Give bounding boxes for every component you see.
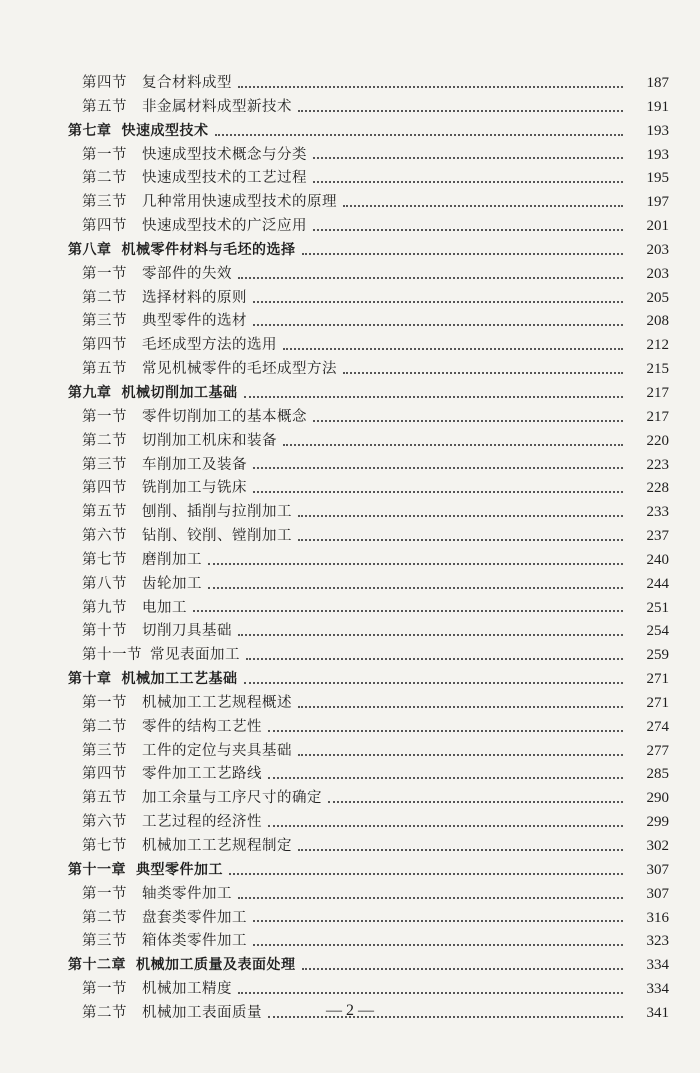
dot-leader xyxy=(238,277,623,279)
section-number: 第十一节 xyxy=(82,647,142,664)
toc-chapter-entry xyxy=(0,120,700,144)
page-number: 285 xyxy=(646,766,669,783)
dot-leader xyxy=(298,539,623,541)
dot-leader xyxy=(268,825,623,827)
section-number: 第九节 xyxy=(82,599,127,616)
dot-leader xyxy=(268,777,623,779)
section-number: 第六节 xyxy=(82,528,127,545)
dot-leader xyxy=(283,444,623,446)
toc-section-entry xyxy=(0,191,700,215)
dot-leader xyxy=(298,754,623,756)
page-number: 197 xyxy=(646,194,669,211)
page-number: 307 xyxy=(646,885,669,902)
chapter-number: 第七章 xyxy=(68,122,112,139)
dot-leader xyxy=(302,253,624,255)
toc-section-entry xyxy=(0,525,700,549)
chapter-number: 第九章 xyxy=(68,384,112,401)
page-number: 193 xyxy=(646,146,669,163)
page-number: 341 xyxy=(646,1004,669,1021)
page-number: 299 xyxy=(646,814,669,831)
dot-leader xyxy=(253,467,623,469)
toc-section-entry xyxy=(0,763,700,787)
dot-leader xyxy=(313,229,623,231)
chapter-number: 第十二章 xyxy=(68,957,126,974)
toc-section-entry xyxy=(0,549,700,573)
page-number: 237 xyxy=(646,528,669,545)
toc-section-entry xyxy=(0,787,700,811)
section-title: 切削加工机床和装备 xyxy=(142,432,277,449)
dot-leader xyxy=(268,730,623,732)
section-number: 第三节 xyxy=(82,194,127,211)
toc-section-entry xyxy=(0,573,700,597)
page-number: 203 xyxy=(646,241,669,258)
section-title: 磨削加工 xyxy=(142,551,202,568)
page-number: 316 xyxy=(646,909,669,926)
section-title: 机械加工表面质量 xyxy=(142,1004,262,1021)
toc-section-entry xyxy=(0,96,700,120)
dot-leader xyxy=(253,324,623,326)
page-number: 228 xyxy=(646,480,669,497)
dot-leader xyxy=(343,372,623,374)
section-number: 第二节 xyxy=(82,718,127,735)
dot-leader xyxy=(238,897,623,899)
section-number: 第五节 xyxy=(82,361,127,378)
chapter-number: 第八章 xyxy=(68,241,112,258)
chapter-title: 机械零件材料与毛坯的选择 xyxy=(121,241,296,258)
toc-section-entry xyxy=(0,907,700,931)
section-number: 第一节 xyxy=(82,408,127,425)
page-number: 307 xyxy=(646,861,669,878)
toc-section-entry xyxy=(0,835,700,859)
chapter-title: 机械加工工艺基础 xyxy=(121,671,238,688)
section-title: 箱体类零件加工 xyxy=(142,933,247,950)
dot-leader xyxy=(238,634,623,636)
dot-leader xyxy=(208,587,623,589)
dot-leader xyxy=(343,205,623,207)
dot-leader xyxy=(246,658,623,660)
toc-chapter-entry xyxy=(0,239,700,263)
section-title: 机械加工工艺规程概述 xyxy=(142,694,292,711)
dot-leader xyxy=(244,682,624,684)
toc-section-entry xyxy=(0,406,700,430)
section-title: 零件的结构工艺性 xyxy=(142,718,262,735)
section-title: 常见表面加工 xyxy=(150,647,240,664)
page-number: 208 xyxy=(646,313,669,330)
toc-section-entry xyxy=(0,454,700,478)
section-title: 车削加工及装备 xyxy=(142,456,247,473)
page-number-footer: — 2 — xyxy=(326,1002,374,1019)
page-number: 271 xyxy=(646,694,669,711)
page-number: 290 xyxy=(646,790,669,807)
section-title: 非金属材料成型新技术 xyxy=(142,98,292,115)
toc-section-entry xyxy=(0,167,700,191)
section-number: 第五节 xyxy=(82,790,127,807)
dot-leader xyxy=(298,849,623,851)
section-number: 第一节 xyxy=(82,981,127,998)
section-title: 快速成型技术的广泛应用 xyxy=(142,218,307,235)
section-title: 选择材料的原则 xyxy=(142,289,247,306)
section-number: 第一节 xyxy=(82,265,127,282)
section-number: 第十节 xyxy=(82,623,127,640)
page-number: 259 xyxy=(646,647,669,664)
section-number: 第一节 xyxy=(82,146,127,163)
section-title: 零部件的失效 xyxy=(142,265,232,282)
page-number: 191 xyxy=(646,98,669,115)
toc-section-entry xyxy=(0,644,700,668)
section-number: 第二节 xyxy=(82,289,127,306)
chapter-title: 机械加工质量及表面处理 xyxy=(136,957,296,974)
section-title: 机械加工工艺规程制定 xyxy=(142,838,292,854)
section-number: 第四节 xyxy=(82,337,127,354)
toc-section-entry xyxy=(0,501,700,525)
section-number: 第二节 xyxy=(82,909,127,926)
section-number: 第五节 xyxy=(82,98,127,115)
section-number: 第四节 xyxy=(82,218,127,235)
section-number: 第四节 xyxy=(82,75,127,91)
page-number: 240 xyxy=(646,551,669,568)
section-number: 第二节 xyxy=(82,432,127,449)
toc-section-entry xyxy=(0,287,700,311)
chapter-title: 快速成型技术 xyxy=(121,122,209,139)
page-number: 220 xyxy=(646,432,669,449)
page-number: 187 xyxy=(646,75,669,91)
toc-section-entry xyxy=(0,978,700,1002)
section-number: 第六节 xyxy=(82,814,127,831)
toc-chapter-entry xyxy=(0,859,700,883)
toc-chapter-entry xyxy=(0,954,700,978)
dot-leader xyxy=(313,420,623,422)
page-number: 271 xyxy=(646,671,669,688)
section-number: 第三节 xyxy=(82,313,127,330)
page-number: 254 xyxy=(646,623,669,640)
toc-section-entry xyxy=(0,740,700,764)
dot-leader xyxy=(298,515,623,517)
section-number: 第三节 xyxy=(82,933,127,950)
toc-section-entry xyxy=(0,477,700,501)
toc-section-entry xyxy=(0,263,700,287)
page-number: 215 xyxy=(646,361,669,378)
dot-leader xyxy=(193,610,623,612)
section-number: 第一节 xyxy=(82,694,127,711)
dot-leader xyxy=(215,134,624,136)
dot-leader xyxy=(229,873,623,875)
page-number: 203 xyxy=(646,265,669,282)
toc-section-entry xyxy=(0,620,700,644)
toc-chapter-entry xyxy=(0,668,700,692)
chapter-number: 第十一章 xyxy=(68,861,126,878)
section-title: 常见机械零件的毛坯成型方法 xyxy=(142,361,337,378)
page-number: 334 xyxy=(646,981,669,998)
section-title: 工艺过程的经济性 xyxy=(142,814,262,831)
page-number: 193 xyxy=(646,122,669,139)
section-title: 电加工 xyxy=(142,599,187,616)
section-number: 第七节 xyxy=(82,551,127,568)
dot-leader xyxy=(253,301,623,303)
section-title: 轴类零件加工 xyxy=(142,885,232,902)
section-number: 第一节 xyxy=(82,885,127,902)
page-number: 212 xyxy=(646,337,669,354)
table-of-contents xyxy=(0,72,700,1026)
toc-section-entry xyxy=(0,72,700,96)
toc-section-entry xyxy=(0,692,700,716)
dot-leader xyxy=(208,563,623,565)
page-number: 251 xyxy=(646,599,669,616)
chapter-title: 典型零件加工 xyxy=(136,861,223,878)
page-number: 217 xyxy=(646,408,669,425)
section-title: 盘套类零件加工 xyxy=(142,909,247,926)
toc-chapter-entry xyxy=(0,382,700,406)
toc-section-entry xyxy=(0,215,700,239)
page-number: 205 xyxy=(646,289,669,306)
section-title: 毛坯成型方法的选用 xyxy=(142,337,277,354)
page-number: 195 xyxy=(646,170,669,187)
dot-leader xyxy=(298,706,623,708)
chapter-number: 第十章 xyxy=(68,671,112,688)
section-title: 切削刀具基础 xyxy=(142,623,232,640)
dot-leader xyxy=(238,992,623,994)
toc-section-entry xyxy=(0,716,700,740)
page-number: 201 xyxy=(646,218,669,235)
toc-section-entry xyxy=(0,811,700,835)
toc-section-entry xyxy=(0,358,700,382)
section-title: 快速成型技术的工艺过程 xyxy=(142,170,307,187)
section-number: 第五节 xyxy=(82,504,127,521)
section-title: 铣削加工与铣床 xyxy=(142,480,247,497)
chapter-title: 机械切削加工基础 xyxy=(121,384,238,401)
page-number: 233 xyxy=(646,504,669,521)
section-title: 零件切削加工的基本概念 xyxy=(142,408,307,425)
section-number: 第四节 xyxy=(82,480,127,497)
section-title: 齿轮加工 xyxy=(142,575,202,592)
dot-leader xyxy=(253,491,623,493)
section-title: 复合材料成型 xyxy=(142,75,232,91)
toc-section-entry xyxy=(0,597,700,621)
section-title: 零件加工工艺路线 xyxy=(142,766,262,783)
section-number: 第七节 xyxy=(82,838,127,854)
dot-leader xyxy=(328,801,623,803)
section-title: 机械加工精度 xyxy=(142,981,232,998)
dot-leader xyxy=(302,968,624,970)
dot-leader xyxy=(313,157,623,159)
section-number: 第八节 xyxy=(82,575,127,592)
dot-leader xyxy=(283,348,623,350)
section-number: 第三节 xyxy=(82,742,127,759)
dot-leader xyxy=(313,181,623,183)
section-number: 第二节 xyxy=(82,170,127,187)
toc-section-entry xyxy=(0,883,700,907)
section-title: 快速成型技术概念与分类 xyxy=(142,146,307,163)
dot-leader xyxy=(253,944,623,946)
page-number: 277 xyxy=(646,742,669,759)
toc-section-entry xyxy=(0,430,700,454)
section-title: 典型零件的选材 xyxy=(142,313,247,330)
section-title: 刨削、插削与拉削加工 xyxy=(142,504,292,521)
dot-leader xyxy=(244,396,624,398)
toc-section-entry xyxy=(0,144,700,168)
section-number: 第四节 xyxy=(82,766,127,783)
section-title: 钻削、铰削、镗削加工 xyxy=(142,528,292,545)
page-number: 223 xyxy=(646,456,669,473)
toc-section-entry xyxy=(0,334,700,358)
dot-leader xyxy=(298,110,623,112)
page-number: 274 xyxy=(646,718,669,735)
section-title: 加工余量与工序尺寸的确定 xyxy=(142,790,322,807)
section-title: 几种常用快速成型技术的原理 xyxy=(142,194,337,211)
page-number: 244 xyxy=(646,575,669,592)
page-number: 323 xyxy=(646,933,669,950)
dot-leader xyxy=(253,920,623,922)
section-title: 工件的定位与夹具基础 xyxy=(142,742,292,759)
section-number: 第二节 xyxy=(82,1004,127,1021)
page-number: 302 xyxy=(646,838,669,854)
toc-section-entry xyxy=(0,930,700,954)
section-number: 第三节 xyxy=(82,456,127,473)
dot-leader xyxy=(238,86,623,88)
page-number: 217 xyxy=(646,384,669,401)
page-number: 334 xyxy=(646,957,669,974)
toc-section-entry xyxy=(0,310,700,334)
